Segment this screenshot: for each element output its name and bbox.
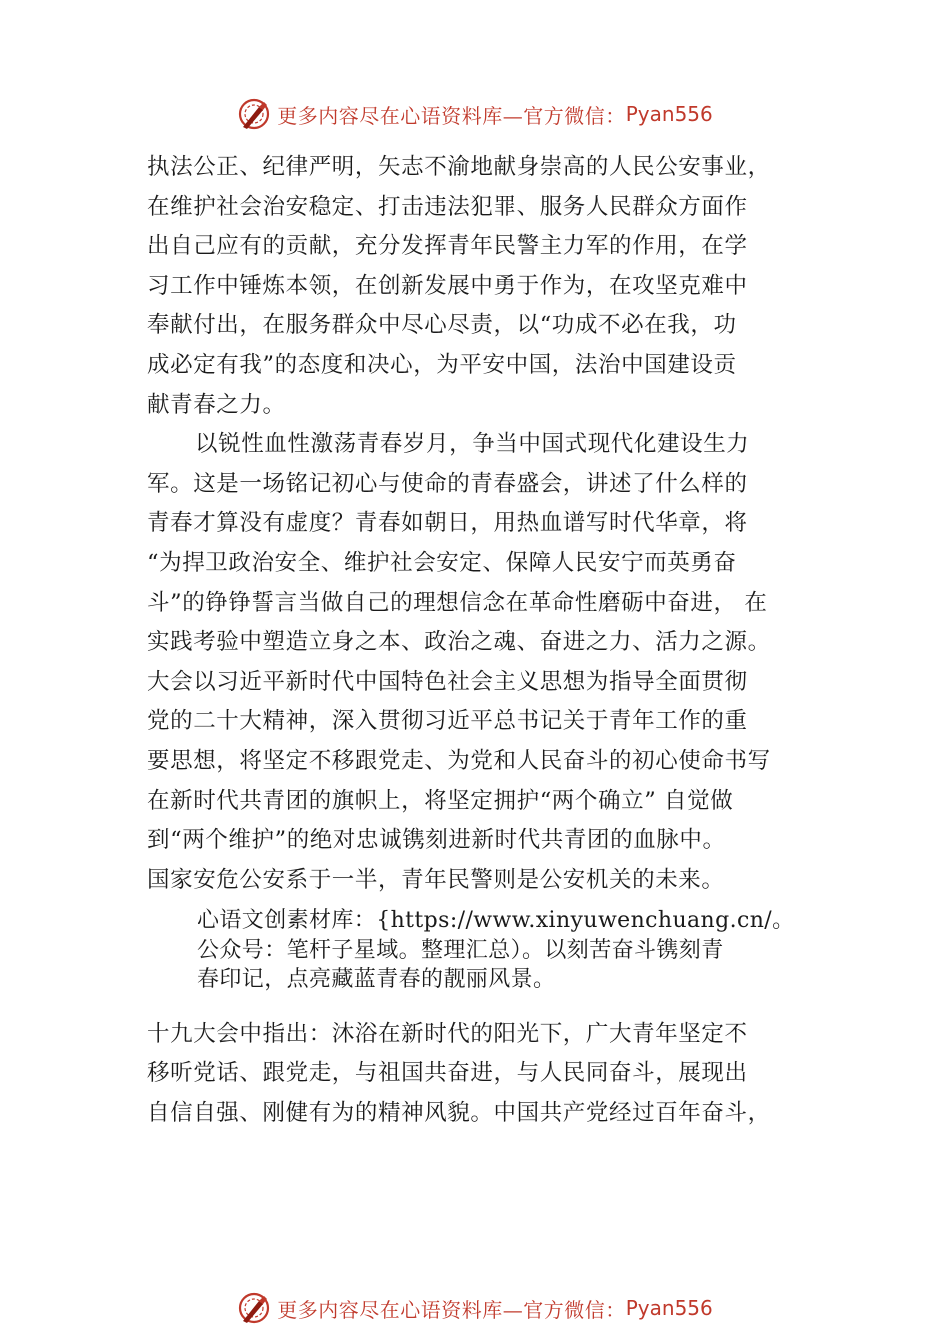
text-line: 到“两个维护”的绝对忠诚镌刻进新时代共青团的血脉中。 [147, 827, 726, 854]
document-body [147, 148, 827, 1134]
text-line: 要思想，将坚定不移跟党走、为党和人民奋斗的初心使命书写 [147, 747, 771, 774]
text-line: 斗”的铮铮誓言当做自己的理想信念在革命性磨砺中奋进， 在 [147, 589, 768, 616]
text-line: 以锐性血性激荡青春岁月，争当中国式现代化建设生力 [195, 431, 750, 458]
banner-text: 更多内容尽在心语资料库—官方微信： [277, 103, 626, 128]
text-line: 党的二十大精神，深入贯彻习近平总书记关于青年工作的重 [147, 708, 748, 735]
text-line: 习工作中锤炼本领，在创新发展中勇于作为，在攻坚克难中 [147, 272, 748, 299]
text-line: 移听党话、跟党走，与祖国共奋进，与人民同奋斗，展现出 [147, 1060, 748, 1087]
paragraph-2 [147, 425, 827, 900]
text-line: 军。这是一场铭记初心与使命的青春盛会，讲述了什么样的 [147, 470, 748, 497]
text-line: 奉献付出，在服务群众中尽心尽责，以“功成不必在我，功 [147, 312, 737, 339]
text-line: 献青春之力。 [147, 391, 286, 418]
source-note [197, 906, 827, 995]
text-line: 自信自强、刚健有为的精神风貌。中国共产党经过百年奋斗， [147, 1099, 771, 1126]
text-line: 在新时代共青团的旗帜上，将坚定拥护“两个确立” 自觉做 [147, 787, 734, 814]
banner-wechat-id: Pyan556 [625, 1296, 713, 1320]
text-line: 十九大会中指出：沐浴在新时代的阳光下，广大青年坚定不 [147, 1020, 748, 1047]
paragraph-3 [147, 1015, 827, 1134]
source-line: 公众号：笔杆子星域。整理汇总）。以刻苦奋斗镌刻青 [197, 937, 724, 963]
banner-text: 更多内容尽在心语资料库—官方微信： [277, 1297, 626, 1322]
text-line: “为捍卫政治安全、维护社会安定、保障人民安宁而英勇奋 [147, 549, 737, 576]
header-banner [0, 94, 950, 134]
text-line: 执法公正、纪律严明，矢志不渝地献身崇高的人民公安事业， [147, 154, 771, 180]
pen-seal-logo-icon [237, 97, 271, 131]
source-line: 春印记，点亮藏蓝青春的靓丽风景。 [197, 967, 556, 993]
source-line: 心语文创素材库：{https://www.xinyuwenchuang.cn/。 [197, 908, 795, 934]
text-line: 实践考验中塑造立身之本、政治之魂、奋进之力、活力之源。 [147, 629, 771, 656]
text-line: 青春才算没有虚度？青春如朝日，用热血谱写时代华章，将 [147, 510, 748, 537]
text-line: 成必定有我”的态度和决心，为平安中国，法治中国建设贡 [147, 351, 737, 378]
text-line: 出自己应有的贡献，充分发挥青年民警主力军的作用，在学 [147, 233, 748, 260]
text-line: 国家安危公安系于一半，青年民警则是公安机关的未来。 [147, 866, 725, 893]
footer-banner [0, 1288, 950, 1328]
pen-seal-logo-icon [237, 1291, 271, 1325]
text-line: 大会以习近平新时代中国特色社会主义思想为指导全面贯彻 [147, 668, 748, 695]
paragraph-1 [147, 148, 827, 425]
text-line: 在维护社会治安稳定、打击违法犯罪、服务人民群众方面作 [147, 193, 748, 220]
banner-wechat-id: Pyan556 [625, 102, 713, 126]
